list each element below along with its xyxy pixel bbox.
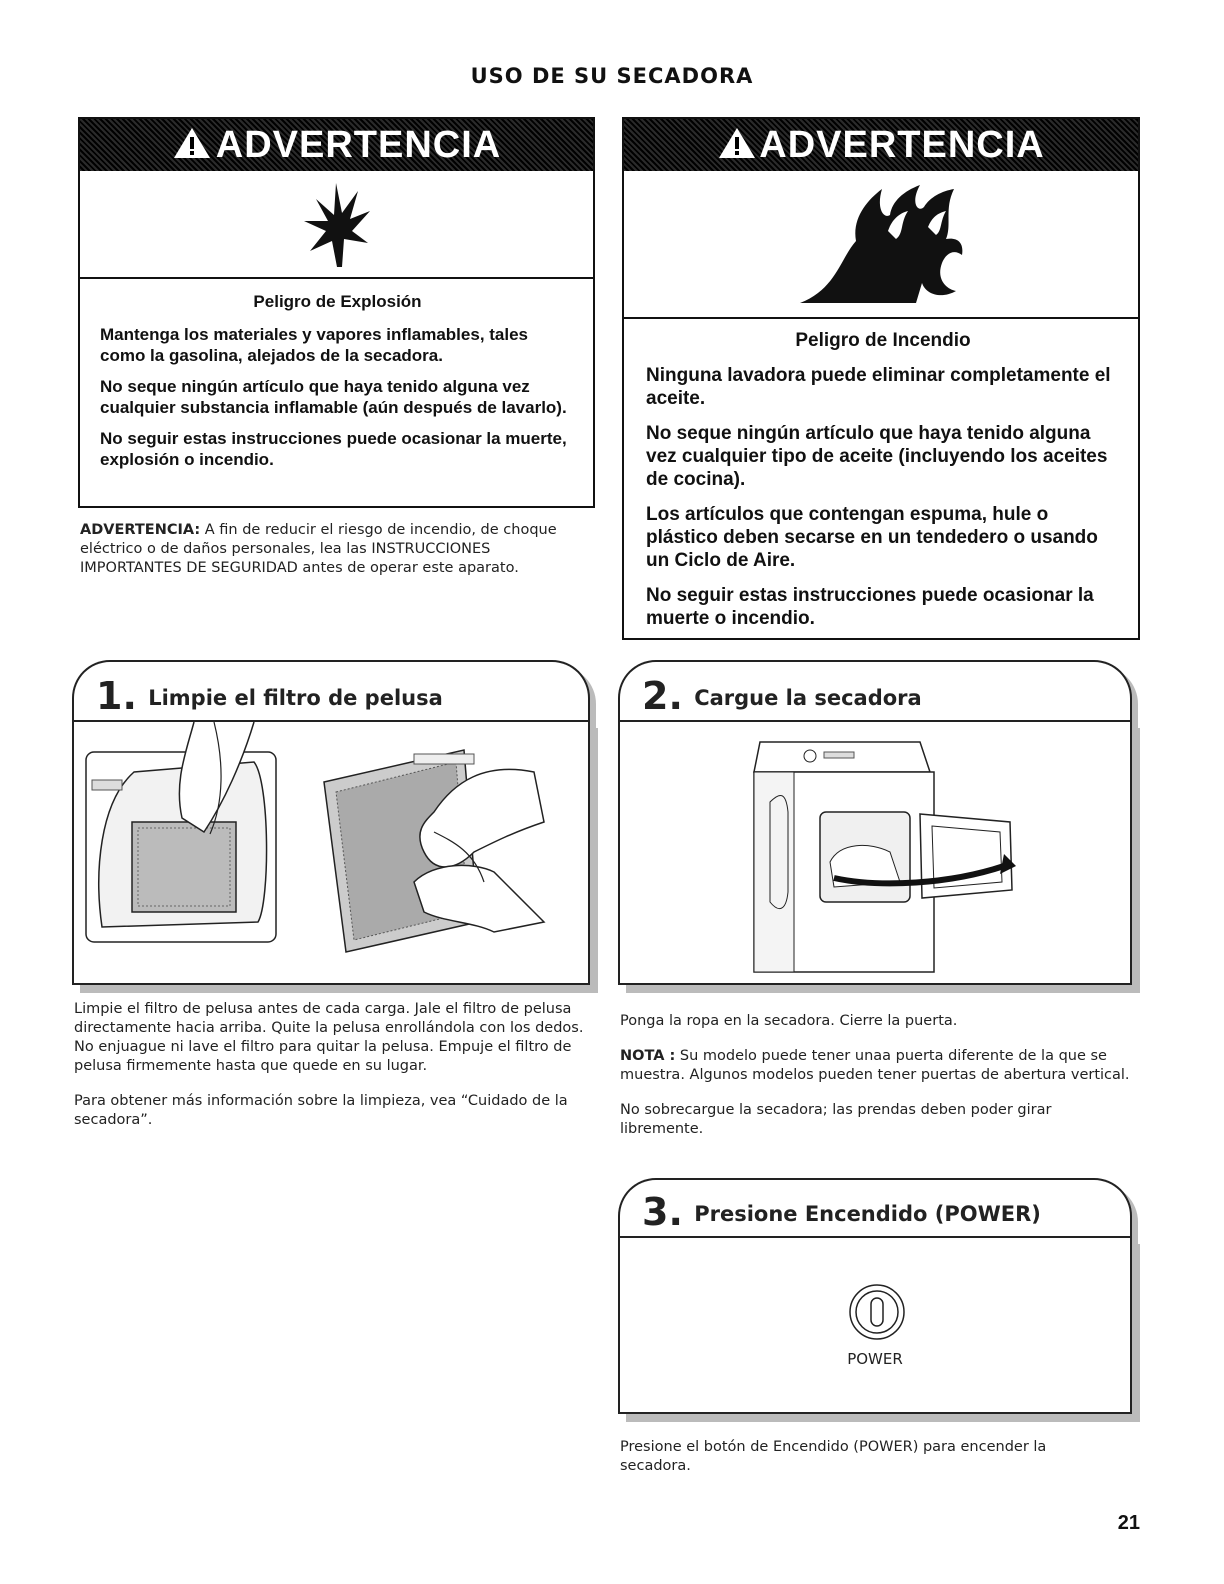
fire-icon [796, 179, 966, 309]
step-2-paragraph: Ponga la ropa en la secadora. Cierre la puerta. [620, 1013, 958, 1029]
page-title: USO DE SU SECADORA [470, 64, 754, 88]
step-1-paragraph: Para obtener más información sobre la limpieza, vea “Cuidado de la secadora”. [74, 1093, 568, 1128]
warning-header [80, 119, 593, 171]
lint-filter-illustration [74, 722, 588, 983]
step-3-title [642, 1190, 1041, 1234]
step-1-text [74, 1000, 594, 1130]
warning-line: Mantenga los materiales y vapores inflamables, tales como la gasolina, alejados de la secadora. [100, 325, 529, 365]
warning-triangle-icon [717, 126, 757, 160]
hazard-title: Peligro de Incendio [795, 330, 971, 351]
step-2-note [620, 1047, 1132, 1085]
safety-note [80, 521, 592, 578]
step-1-title [96, 674, 443, 718]
dryer-illustration [620, 722, 1130, 983]
safety-note-label: ADVERTENCIA: [80, 522, 201, 538]
step-3-text [620, 1438, 1090, 1476]
step-2-paragraph: No sobrecargue la secadora; las prendas deben poder girar libremente. [620, 1102, 1052, 1137]
step-title-text: Cargue la secadora [694, 686, 922, 710]
warning-line: Ninguna lavadora puede eliminar completamente el aceite. [646, 365, 1111, 409]
step-number: 1. [96, 674, 137, 718]
step-1-illustration [72, 720, 590, 985]
note-label: NOTA : [620, 1048, 676, 1064]
warning-triangle-icon [172, 126, 212, 160]
step-2-panel [618, 660, 1132, 985]
step-number: 2. [642, 674, 683, 718]
safety-note-text: A fin de reducir el riesgo de incendio, de choque eléctrico o de daños personales, lea las INSTRUCCIONES IMPORTANTES DE SEGURIDAD antes de operar este aparato. [80, 522, 557, 576]
step-title-text: Limpie el filtro de pelusa [148, 686, 443, 710]
warning-line: No seguir estas instrucciones puede ocasionar la muerte, explosión o incendio. [100, 429, 567, 469]
power-icon [847, 1282, 907, 1342]
step-3-paragraph: Presione el botón de Encendido (POWER) para encender la secadora. [620, 1439, 1047, 1474]
step-1-paragraph: Limpie el filtro de pelusa antes de cada carga. Jale el filtro de pelusa directamente hacia arriba. Quite la pelusa enrollándola con los dedos. No enjuague ni lave el filtro para quitar la pelusa. Empuje el filtro de pelusa firmemente hasta que quede en su lugar. [74, 1001, 584, 1074]
note-text: Su modelo puede tener unaa puerta diferente de la que se muestra. Algunos modelos pueden tener puertas de abertura vertical. [620, 1048, 1130, 1083]
page-number: 21 [1117, 1512, 1140, 1534]
hazard-title: Peligro de Explosión [253, 292, 422, 311]
step-2-text [620, 1012, 1132, 1139]
warning-line: No seque ningún artículo que haya tenido alguna vez cualquier tipo de aceite (incluyendo los aceites de cocina). [646, 423, 1108, 490]
step-2-illustration [618, 720, 1132, 985]
step-title-text: Presione Encendido (POWER) [694, 1202, 1041, 1226]
power-label: POWER [847, 1350, 903, 1368]
warning-header-text: ADVERTENCIA [215, 124, 502, 166]
fire-warning-box [622, 117, 1140, 640]
warning-header [624, 119, 1138, 171]
explosion-icon [302, 181, 372, 267]
step-3-illustration [618, 1236, 1132, 1414]
step-1-panel [72, 660, 590, 985]
step-2-title [642, 674, 922, 718]
warning-header-text: ADVERTENCIA [759, 124, 1045, 166]
warning-line: Los artículos que contengan espuma, hule o plástico deben secarse en un tendedero o usando un Ciclo de Aire. [646, 504, 1098, 571]
warning-line: No seguir estas instrucciones puede ocasionar la muerte o incendio. [646, 585, 1094, 629]
step-3-panel [618, 1178, 1132, 1414]
step-number: 3. [642, 1190, 683, 1234]
warning-line: No seque ningún artículo que haya tenido alguna vez cualquier substancia inflamable (aún después de lavarlo). [100, 377, 567, 417]
explosion-warning-box [78, 117, 595, 508]
